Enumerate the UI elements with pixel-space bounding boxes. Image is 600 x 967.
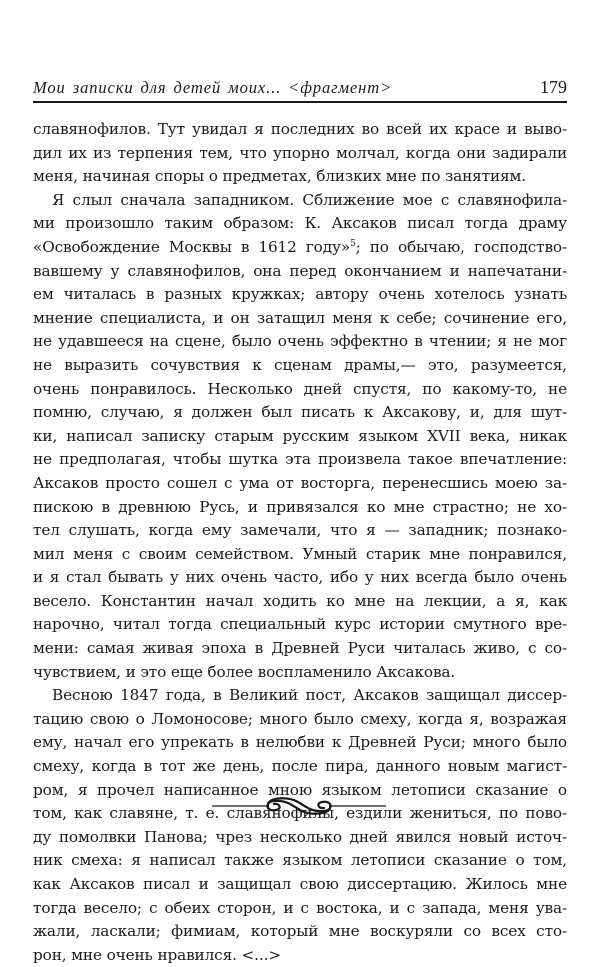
text-line: очень понравилось. Несколько дней спустя, по какому-то, не xyxy=(33,379,567,398)
line-tail: ; по обычаю, господство- xyxy=(355,237,567,256)
text-line: дил их из терпения тем, что упорно молчал, когда они задирали xyxy=(33,143,567,162)
text-line: смеху, когда в тот же день, после пира, данного новым магист- xyxy=(33,757,567,776)
text-line: Я слыл сначала западником. Сближение мое с славянофила- xyxy=(52,190,567,209)
flourish-divider-icon xyxy=(212,794,386,818)
text-line: тел слушать, когда ему замечали, что я — западник; познако- xyxy=(33,521,567,540)
text-line: тогда весело; с обеих сторон, и с востока, и с запада, меня ува- xyxy=(33,898,567,917)
text-line: Аксаков просто сошел с ума от восторга, перенесшись моею за- xyxy=(33,473,567,492)
paragraph xyxy=(33,118,567,189)
text-line: ки, написал записку старым русским языком XVII века, никак xyxy=(33,426,567,445)
text-line: не предполагая, чтобы шутка эта произвела такое впечатление: xyxy=(33,450,567,469)
text-line: тацию свою о Ломоносове; много было смеху, когда я, возражая xyxy=(33,709,567,728)
text-line: мени: самая живая эпоха в Древней Руси читалась живо, с со- xyxy=(33,639,567,658)
text-line: ник смеха: я написал также языком летописи сказание о том, xyxy=(33,851,567,870)
text-line: не удавшееся на сцене, было очень эффектно в чтении; я не мог xyxy=(33,332,567,351)
text-line: мнение специалиста, и он затащил меня к себе; сочинение его, xyxy=(33,308,567,327)
text-line: ему, начал его упрекать в нелюбви к Древней Руси; много было xyxy=(33,733,567,752)
paragraph xyxy=(33,684,567,967)
text-line: рон, мне очень нравился. <...> xyxy=(33,945,281,964)
text-line: вавшему у славянофилов, она перед окончанием и напечатани- xyxy=(33,261,567,280)
text-line: нарочно, читал тогда специальный курс истории смутного вре- xyxy=(33,615,567,634)
text-line: пискою в древнюю Русь, и привязался ко мне страстно; не хо- xyxy=(33,497,567,516)
paragraph xyxy=(33,189,567,684)
text-line: славянофилов. Тут увидал я последних во всей их красе и выво- xyxy=(33,120,567,138)
page-number: 179 xyxy=(540,77,567,97)
running-title: Мои записки для детей моих... <фрагмент> xyxy=(33,78,393,97)
text-line: весело. Константин начал ходить ко мне на лекции, а я, как xyxy=(33,591,567,610)
running-head xyxy=(33,77,567,103)
text-line: ду помолвки Панова; чрез несколько дней явился новый источ- xyxy=(33,827,567,846)
text-line: меня, начиная споры о предметах, близких мне по занятиям. xyxy=(33,167,527,186)
text-line: жали, ласкали; фимиам, который мне воскуряли со всех сто- xyxy=(33,922,567,941)
text-line: ем читалась в разных кружках; автору очень хотелось узнать xyxy=(33,285,567,304)
text-line: помню, случаю, я должен был писать к Аксакову, и, для шут- xyxy=(33,403,567,422)
text-line: мил меня с своим семейством. Умный старик мне понравился, xyxy=(33,544,567,563)
body-text xyxy=(33,118,567,967)
text-line: ром, я прочел написанное мною языком летописи сказание о xyxy=(33,780,567,799)
footnote-ref[interactable]: 5 xyxy=(350,238,356,249)
text-line: ми произошло таким образом: К. Аксаков писал тогда драму xyxy=(33,214,567,233)
text-line: Весною 1847 года, в Великий пост, Аксаков защищал диссер- xyxy=(52,686,567,705)
text-line: том, как славяне, т. е. славянофилы, ездили жениться, по пово- xyxy=(33,804,567,823)
text-line: и я стал бывать у них очень часто, ибо у них всегда было очень xyxy=(33,568,567,587)
drama-title: «Освобождение Москвы в 1612 году» xyxy=(33,237,351,256)
text-line: не выразить сочувствия к сценам драмы,— это, разумеется, xyxy=(33,355,567,374)
text-line-with-footnote xyxy=(33,236,567,260)
text-line: как Аксаков писал и защищал свою диссертацию. Жилось мне xyxy=(33,875,567,893)
text-line: чувствием, и это еще более воспламенило Аксакова. xyxy=(33,662,456,681)
